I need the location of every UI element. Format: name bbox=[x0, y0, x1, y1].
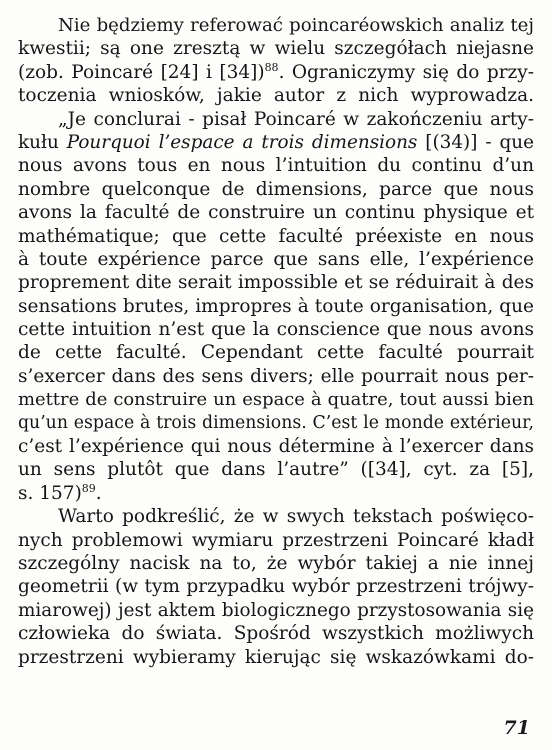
text-line bbox=[18, 84, 534, 107]
line-text: geometrii (w tym przypadku wybór przestrzeni trójwy- bbox=[18, 576, 534, 598]
text-line bbox=[18, 388, 534, 411]
text-line bbox=[18, 458, 534, 481]
line-text: Warto podkreślić, że w swych tekstach poświęco- bbox=[58, 506, 534, 528]
line-text: przestrzeni wybieramy kierując się wskazówkami do- bbox=[18, 646, 534, 668]
line-text: szczególny nacisk na to, że wybór takiej a nie innej bbox=[18, 552, 534, 574]
text-line bbox=[18, 178, 534, 201]
text-line bbox=[18, 295, 534, 318]
line-text: miarowej) jest aktem biologicznego przystosowania się bbox=[18, 599, 534, 621]
text-line bbox=[18, 435, 534, 458]
line-text: cette intuition n’est que la conscience que nous avons bbox=[18, 319, 534, 341]
line-text: nych problemowi wymiaru przestrzeni Poincaré kładł bbox=[18, 529, 534, 551]
line-text: nous avons tous en nous l’intuition du continu d’un bbox=[18, 155, 534, 177]
text-line bbox=[18, 365, 534, 388]
italic-title: Pourquoi l’espace a trois dimensions bbox=[66, 131, 418, 153]
text-line bbox=[18, 225, 534, 248]
line-text: człowieka do świata. Spośród wszystkich możliwych bbox=[18, 623, 534, 645]
line-text: sensations brutes, impropres à toute organisation, que bbox=[18, 295, 534, 317]
text-line bbox=[18, 529, 534, 552]
text-line bbox=[18, 108, 534, 131]
page-number: 71 bbox=[503, 717, 530, 739]
line-text-continued: [(34)] - que bbox=[417, 131, 534, 153]
text-line bbox=[18, 646, 534, 669]
line-text: mathématique; que cette faculté préexiste en nous bbox=[18, 225, 534, 247]
line-text: toczenia wniosków, jakie autor z nich wyprowadza. bbox=[18, 85, 534, 107]
line-text: proprement dite serait impossible et se réduirait à des bbox=[18, 272, 534, 294]
text-line bbox=[18, 482, 534, 505]
text-line bbox=[18, 14, 534, 37]
text-line bbox=[18, 341, 534, 364]
line-text: kwestii; są one zresztą w wielu szczegółach niejasne bbox=[18, 38, 534, 60]
line-text: (zob. Poincaré [24] i [34]) bbox=[18, 61, 265, 83]
line-text: mettre de construire un espace à quatre, tout aussi bien bbox=[18, 389, 534, 411]
text-line bbox=[18, 599, 534, 622]
text-line bbox=[18, 61, 534, 84]
text-line bbox=[18, 271, 534, 294]
line-text-continued: . Ograniczymy się do przy- bbox=[278, 61, 534, 83]
line-text: c’est l’expérience qui nous détermine à l’exercer dans bbox=[18, 436, 534, 458]
line-text: qu’un espace à trois dimensions. C’est le monde extérieur, bbox=[18, 412, 534, 433]
text-line bbox=[18, 37, 534, 60]
text-line bbox=[18, 575, 534, 598]
line-text-continued: . bbox=[95, 482, 102, 504]
line-text: s. 157) bbox=[18, 482, 82, 504]
body-text bbox=[18, 14, 534, 669]
footnote-marker: 88 bbox=[264, 60, 279, 74]
line-text: avons la faculté de construire un continu physique et bbox=[18, 202, 534, 224]
text-line bbox=[18, 412, 534, 435]
text-line bbox=[18, 552, 534, 575]
line-text: kułu bbox=[18, 131, 67, 153]
text-line bbox=[18, 131, 534, 154]
text-line bbox=[18, 201, 534, 224]
line-text: à toute expérience parce que sans elle, l’expérience bbox=[18, 248, 534, 270]
text-line bbox=[18, 622, 534, 645]
text-line bbox=[18, 318, 534, 341]
line-text: nombre quelconque de dimensions, parce que nous bbox=[18, 178, 534, 200]
line-text: Nie będziemy referować poincaréowskich analiz tej bbox=[58, 15, 534, 36]
line-text: de cette faculté. Cependant cette faculté pourrait bbox=[18, 342, 534, 364]
line-text: un sens plutôt que dans l’autre” ([34], cyt. za [5], bbox=[18, 459, 534, 481]
text-line bbox=[18, 248, 534, 271]
text-line bbox=[18, 505, 534, 528]
line-text: „Je conclurai - pisał Poincaré w zakończeniu arty- bbox=[58, 108, 534, 130]
footnote-marker: 89 bbox=[81, 481, 96, 495]
line-text: s’exercer dans des sens divers; elle pourrait nous per- bbox=[18, 365, 534, 387]
text-line bbox=[18, 154, 534, 177]
